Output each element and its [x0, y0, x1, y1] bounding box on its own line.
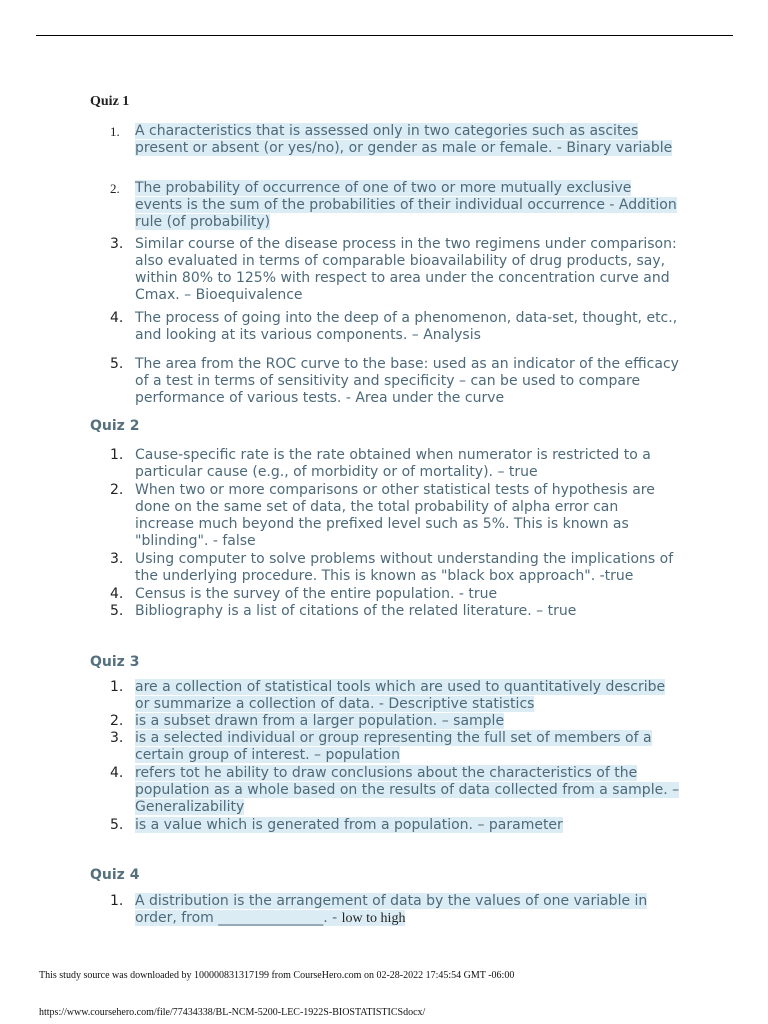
list-item: 5. is a value which is generated from a population. – parameter — [110, 817, 563, 833]
quiz3-title: Quiz 3 — [90, 654, 140, 670]
quiz1-title: Quiz 1 — [90, 94, 130, 109]
list-item: 4. refers tot he ability to draw conclusions about the characteristics of the population as a whole based on the results of data collected from a sample. – Generalizability — [110, 765, 680, 815]
list-item: 2. When two or more comparisons or other statistical tests of hypothesis are done on the same set of data, the total probability of alpha error can increase much beyond the prefixed level such as 5%. This is known as "blinding". - false — [110, 482, 655, 549]
quiz2-list — [110, 447, 680, 620]
list-item: 1. A distribution is the arrangement of data by the values of one variable in order, from _______________. - low to high — [110, 893, 648, 926]
list-item: 4. Census is the survey of the entire population. - true — [110, 586, 498, 602]
question-text: A characteristics that is assessed only in two categories such as ascites present or absent (or yes/no), or gender as male or female. - Binary variable — [135, 123, 673, 156]
quiz3-list — [110, 679, 680, 834]
question-text: is a selected individual or group representing the full set of members of a certain group of interest. – population — [135, 730, 652, 763]
answer-text: low to high — [341, 911, 406, 926]
list-item: 5. The area from the ROC curve to the base: used as an indicator of the efficacy of a test in terms of sensitivity and specificity – can be used to compare performance of various tests. - Area under the curve — [110, 356, 679, 406]
list-item: 2. is a subset drawn from a larger population. – sample — [110, 713, 505, 729]
download-notice: This study source was downloaded by 100000831317199 from CourseHero.com on 02-28-2022 17:45:54 GMT -06:00 — [39, 970, 515, 981]
question-text: is a value which is generated from a population. – parameter — [135, 817, 563, 833]
question-text: Bibliography is a list of citations of the related literature. – true — [135, 603, 577, 619]
top-divider — [36, 35, 733, 36]
quiz1-list — [110, 123, 680, 412]
list-item: 3. Using computer to solve problems without understanding the implications of the underlying procedure. This is known as "black box approach". -true — [110, 551, 674, 584]
question-text: The area from the ROC curve to the base: used as an indicator of the efficacy of a test in terms of sensitivity and specificity – can be used to compare performance of various tests. - Area under the curve — [135, 356, 679, 406]
question-text: Census is the survey of the entire population. - true — [135, 586, 498, 602]
list-item: 1. are a collection of statistical tools which are used to quantitatively describe or summarize a collection of data. - Descriptive statistics — [110, 679, 666, 712]
quiz2-title: Quiz 2 — [90, 418, 140, 434]
question-text: The process of going into the deep of a phenomenon, data-set, thought, etc., and looking at its various components. – Analysis — [135, 310, 678, 343]
quiz4-list — [110, 893, 680, 928]
list-item: 2. The probability of occurrence of one of two or more mutually exclusive events is the sum of the probabilities of their individual occurrence - Addition rule (of probability) — [110, 180, 677, 230]
list-item: 4. The process of going into the deep of a phenomenon, data-set, thought, etc., and looking at its various components. – Analysis — [110, 310, 678, 343]
question-text: Cause-specific rate is the rate obtained when numerator is restricted to a particular cause (e.g., of morbidity or of mortality). – true — [135, 447, 651, 480]
quiz4-title: Quiz 4 — [90, 867, 140, 883]
question-text: The probability of occurrence of one of two or more mutually exclusive events is the sum of the probabilities of their individual occurrence - Addition rule (of probability) — [135, 180, 677, 230]
question-text: refers tot he ability to draw conclusions about the characteristics of the population as a whole based on the results of data collected from a sample. – Generalizability — [135, 765, 680, 815]
question-text: Similar course of the disease process in the two regimens under comparison: also evaluated in terms of comparable bioavailability of drug products, say, within 80% to 125% with respect to area under the concentration curve and Cmax. – Bioequivalence — [135, 236, 677, 303]
source-url[interactable]: https://www.coursehero.com/file/77434338/BL-NCM-5200-LEC-1922S-BIOSTATISTICSdocx/ — [39, 1007, 426, 1018]
list-item: 5. Bibliography is a list of citations of the related literature. – true — [110, 603, 577, 619]
list-item: 1. Cause-specific rate is the rate obtained when numerator is restricted to a particular cause (e.g., of morbidity or of mortality). – true — [110, 447, 651, 480]
question-text: When two or more comparisons or other statistical tests of hypothesis are done on the same set of data, the total probability of alpha error can increase much beyond the prefixed level such as 5%. This is known as "blinding". - false — [135, 482, 655, 549]
question-text: are a collection of statistical tools which are used to quantitatively describe or summarize a collection of data. - Descriptive statistics — [135, 679, 666, 712]
question-text: Using computer to solve problems without understanding the implications of the underlying procedure. This is known as "black box approach". -true — [135, 551, 674, 584]
list-item: 3. is a selected individual or group representing the full set of members of a certain group of interest. – population — [110, 730, 652, 763]
question-text: A distribution is the arrangement of data by the values of one variable in order, from _______________. - low to high — [135, 893, 648, 926]
question-text: is a subset drawn from a larger population. – sample — [135, 713, 505, 729]
list-item: 1. A characteristics that is assessed only in two categories such as ascites present or absent (or yes/no), or gender as male or female. - Binary variable — [110, 123, 673, 156]
list-item: 3. Similar course of the disease process in the two regimens under comparison: also evaluated in terms of comparable bioavailability of drug products, say, within 80% to 125% with respect to area under the concentration curve and Cmax. – Bioequivalence — [110, 236, 677, 303]
